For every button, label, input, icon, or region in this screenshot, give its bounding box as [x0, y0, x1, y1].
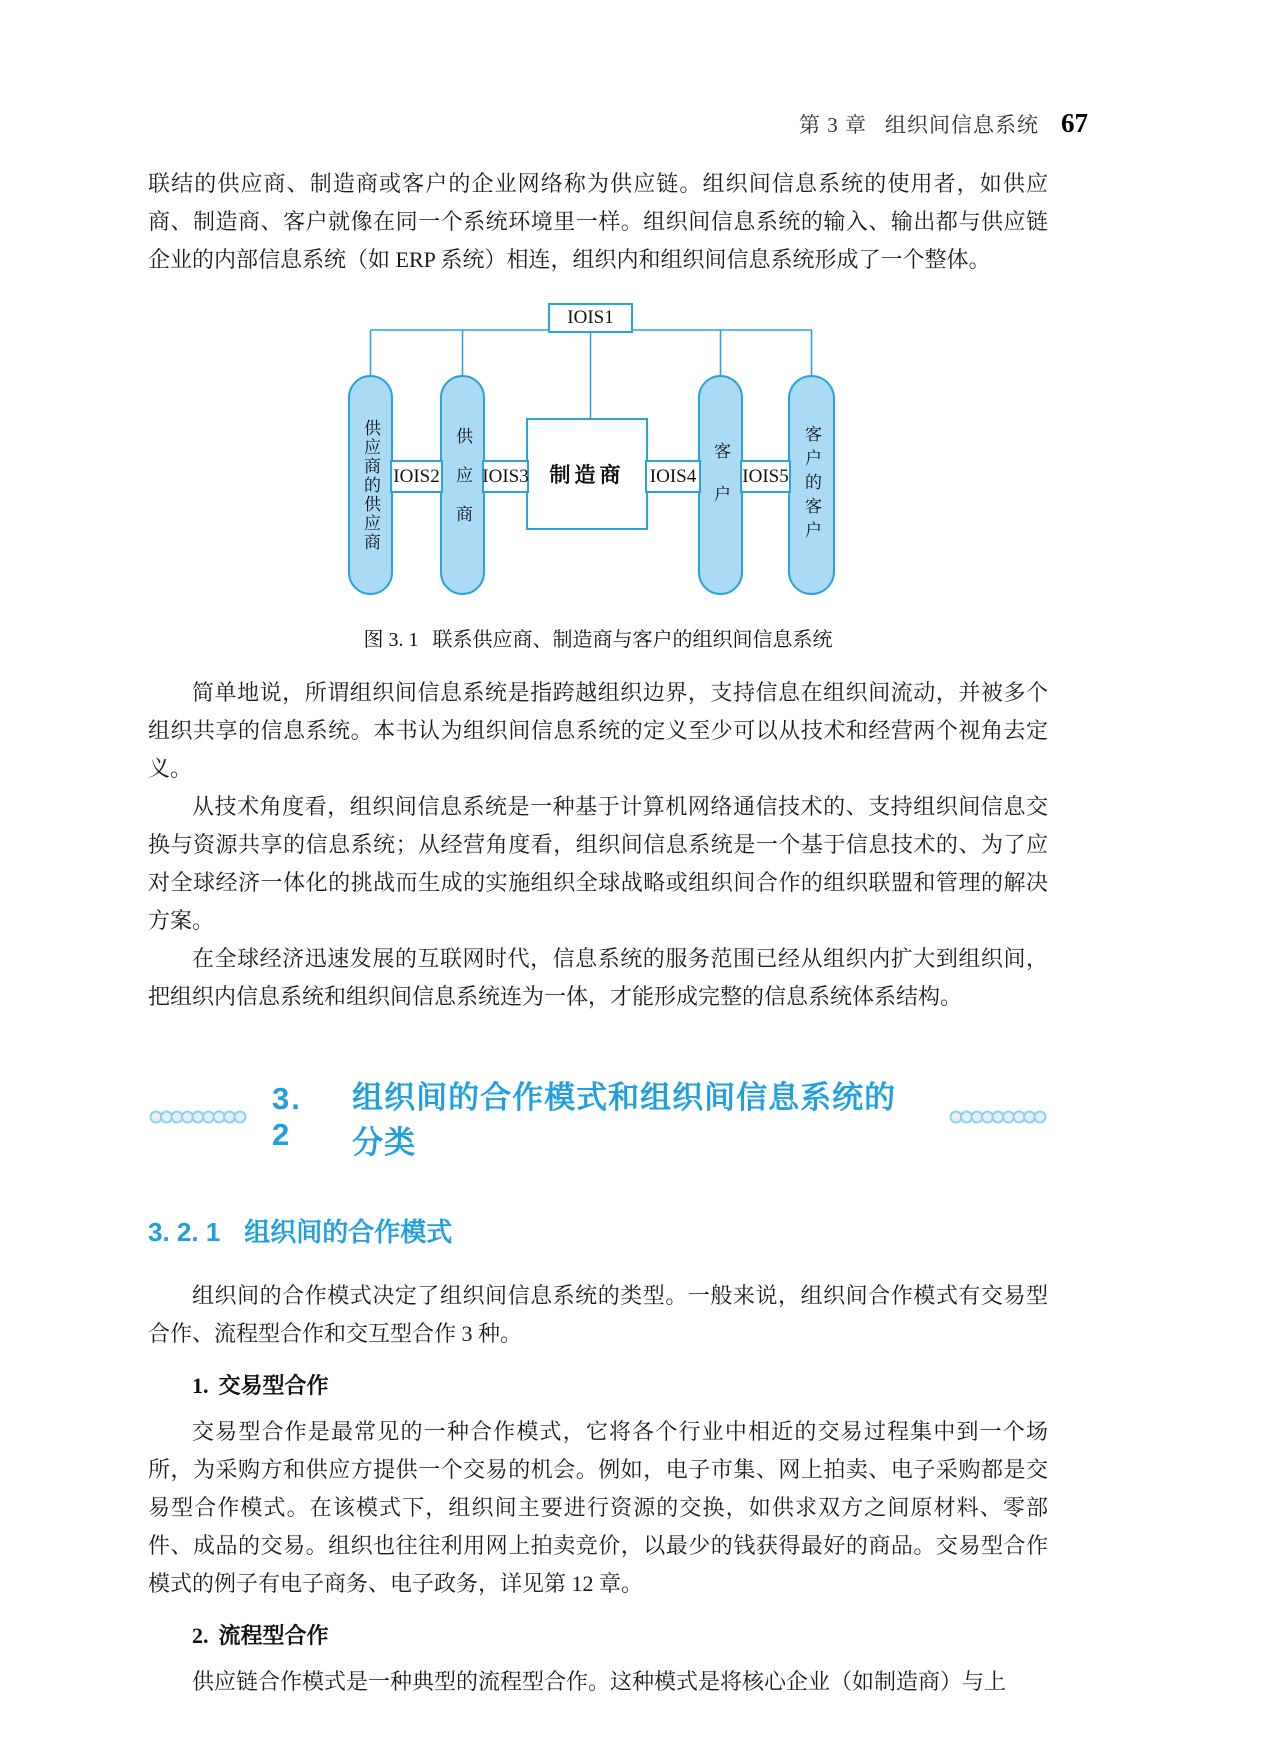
- node-iois5: IOIS5: [740, 460, 791, 493]
- figure-caption-number: 图 3. 1: [363, 629, 419, 651]
- section-number: 3. 2: [272, 1081, 302, 1152]
- node-supplier-label: 供应商: [453, 426, 472, 544]
- item-1-number: 1.: [192, 1373, 209, 1398]
- subsection-title: 组织间的合作模式: [244, 1217, 453, 1247]
- node-customer-label: 客户: [711, 442, 730, 528]
- node-iois1: IOIS1: [548, 303, 633, 333]
- header-chapter-label: 第 3 章: [799, 113, 867, 137]
- figure-caption-text: 联系供应商、制造商与客户的组织间信息系统: [432, 629, 833, 651]
- item-heading-2: [148, 1617, 1048, 1655]
- item-heading-1: [148, 1367, 1048, 1405]
- item-1-title: 交易型合作: [218, 1373, 329, 1398]
- subsection-number: 3. 2. 1: [148, 1217, 221, 1247]
- node-iois2: IOIS2: [390, 460, 443, 493]
- paragraph-5: 组织间的合作模式决定了组织间信息系统的类型。一般来说，组织间合作模式有交易型合作、流程型合作和交互型合作 3 种。: [148, 1283, 1048, 1346]
- section-3-2-heading: [148, 1072, 1048, 1162]
- node-iois4: IOIS4: [645, 460, 701, 493]
- node-customers-customer-label: 客户的客户: [802, 425, 821, 545]
- figure-caption: [148, 623, 1048, 652]
- paragraph-2: 简单地说，所谓组织间信息系统是指跨越组织边界，支持信息在组织间流动，并被多个组织共享的信息系统。本书认为组织间信息系统的定义至少可以从技术和经营两个视角去定义。: [148, 680, 1048, 781]
- header-chapter-title: 组织间信息系统: [885, 113, 1039, 137]
- node-customer: [698, 375, 743, 595]
- node-supplier: [440, 375, 485, 595]
- paragraph-7: 供应链合作模式是一种典型的流程型合作。这种模式是将核心企业（如制造商）与上: [192, 1669, 1007, 1694]
- section-title: 组织间的合作模式和组织间信息系统的分类: [352, 1080, 897, 1160]
- page-content: [0, 165, 1266, 1701]
- paragraph-6: 交易型合作是最常见的一种合作模式，它将各个行业中相近的交易过程集中到一个场所，为采购方和供应方提供一个交易的机会。例如，电子市集、网上拍卖、电子采购都是交易型合作模式。在该模式下，组织间主要进行资源的交换，如供求双方之间原材料、零部件、成品的交易。组织也往往利用网上拍卖竞价，以最少的钱获得最好的商品。交易型合作模式的例子有电子商务、电子政务，详见第 12 章。: [148, 1419, 1048, 1596]
- paragraph-4: 在全球经济迅速发展的互联网时代，信息系统的服务范围已经从组织内扩大到组织间，把组织内信息系统和组织间信息系统连为一体，才能形成完整的信息系统体系结构。: [148, 946, 1048, 1009]
- item-2-title: 流程型合作: [218, 1623, 329, 1648]
- paragraph-3: 从技术角度看，组织间信息系统是一种基于计算机网络通信技术的、支持组织间信息交换与资源共享的信息系统；从经营角度看，组织间信息系统是一个基于信息技术的、为了应对全球经济一体化的挑战而生成的实施组织全球战略或组织间合作的组织联盟和管理的解决方案。: [148, 794, 1048, 933]
- node-manufacturer: 制造商: [526, 418, 648, 530]
- figure-3-1: [148, 295, 1048, 652]
- page-header: [0, 108, 1266, 139]
- header-page-number: 67: [1061, 108, 1088, 138]
- node-suppliers-supplier-label: 供应商的供应商: [361, 418, 380, 552]
- subsection-3-2-1-heading: [148, 1212, 1048, 1249]
- item-2-number: 2.: [192, 1623, 209, 1648]
- chain-ornament-right: [948, 1109, 1048, 1125]
- node-iois3: IOIS3: [482, 460, 529, 493]
- chain-ornament-left: [148, 1109, 248, 1125]
- paragraph-1: 联结的供应商、制造商或客户的企业网络称为供应链。组织间信息系统的使用者，如供应商、制造商、客户就像在同一个系统环境里一样。组织间信息系统的输入、输出都与供应链企业的内部信息系统（如 ERP 系统）相连，组织内和组织间信息系统形成了一个整体。: [148, 171, 1048, 272]
- iois-diagram: [333, 295, 863, 607]
- node-suppliers-supplier: [348, 375, 393, 595]
- node-customers-customer: [788, 375, 835, 595]
